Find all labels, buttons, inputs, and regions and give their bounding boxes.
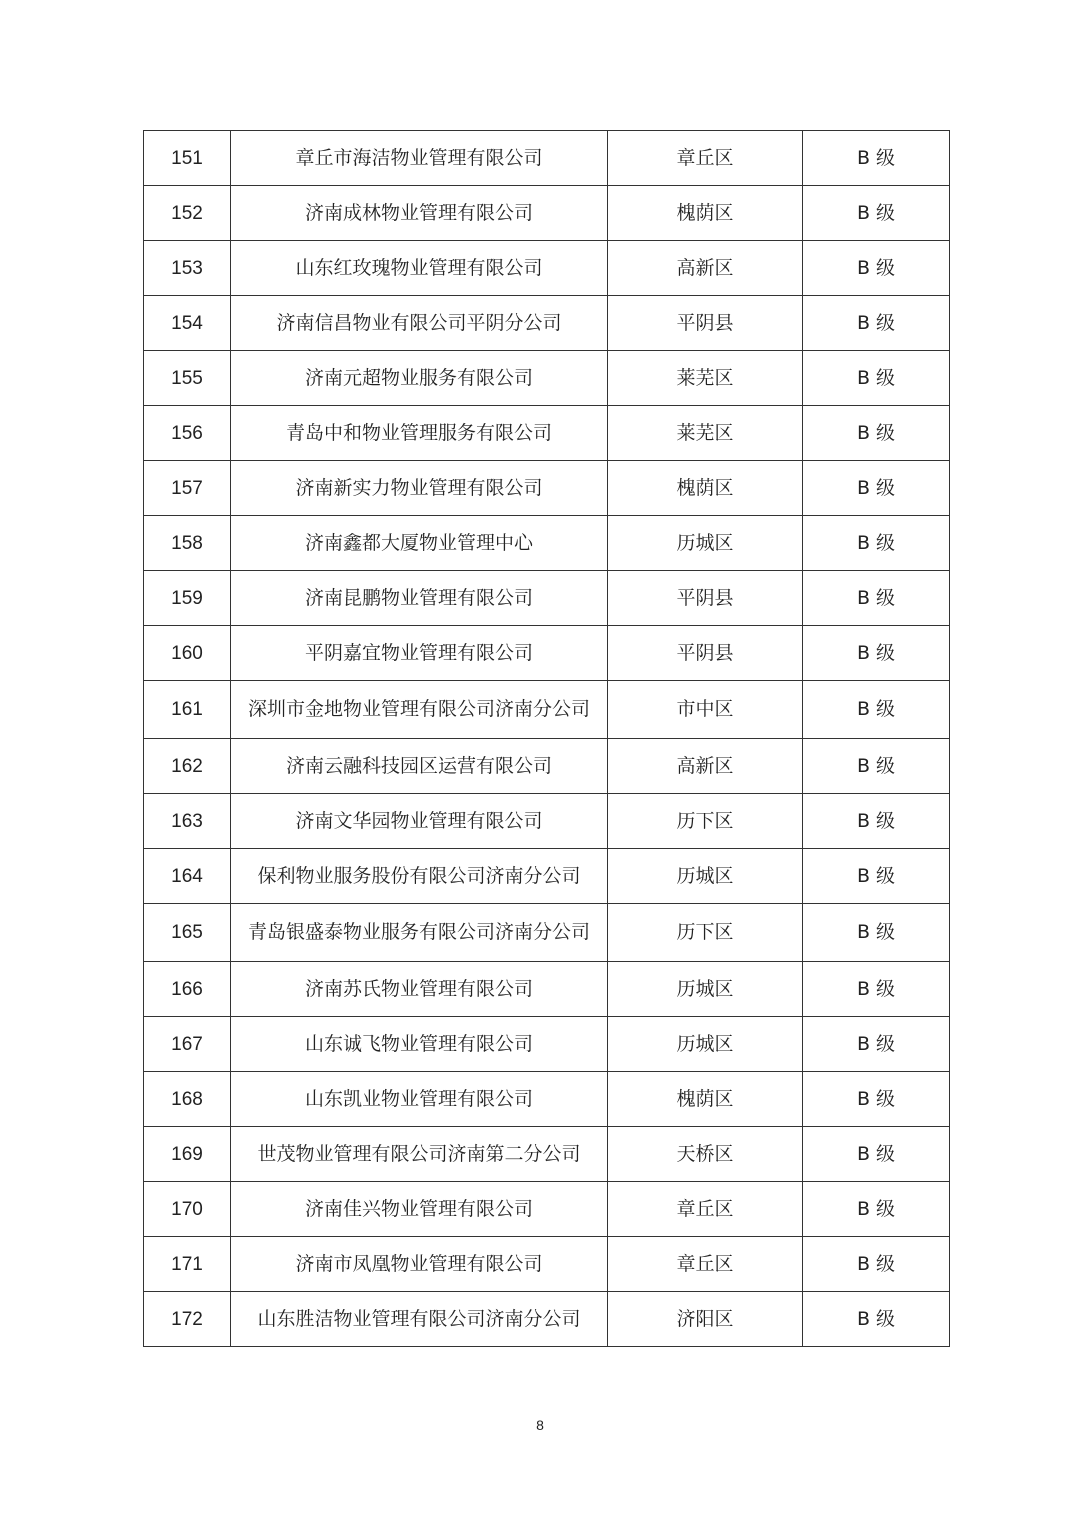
district: 莱芜区	[608, 351, 803, 406]
row-number: 156	[144, 406, 231, 461]
grade: B 级	[803, 962, 950, 1017]
row-number: 157	[144, 461, 231, 516]
table-row	[144, 296, 950, 351]
row-number: 166	[144, 962, 231, 1017]
table-row	[144, 739, 950, 794]
row-number: 170	[144, 1182, 231, 1237]
table-row	[144, 1237, 950, 1292]
grade: B 级	[803, 571, 950, 626]
company-name: 章丘市海洁物业管理有限公司	[231, 131, 608, 186]
grade: B 级	[803, 186, 950, 241]
table-row	[144, 131, 950, 186]
row-number: 163	[144, 794, 231, 849]
row-number: 158	[144, 516, 231, 571]
company-name: 山东胜洁物业管理有限公司济南分公司	[231, 1292, 608, 1347]
district: 历城区	[608, 962, 803, 1017]
district: 平阴县	[608, 571, 803, 626]
grade: B 级	[803, 1292, 950, 1347]
company-name: 济南市凤凰物业管理有限公司	[231, 1237, 608, 1292]
table-row	[144, 516, 950, 571]
district: 高新区	[608, 739, 803, 794]
row-number: 172	[144, 1292, 231, 1347]
grade: B 级	[803, 516, 950, 571]
table-row	[144, 406, 950, 461]
row-number: 154	[144, 296, 231, 351]
table-row	[144, 186, 950, 241]
row-number: 162	[144, 739, 231, 794]
company-name: 济南昆鹏物业管理有限公司	[231, 571, 608, 626]
district: 市中区	[608, 681, 803, 739]
table-row	[144, 1292, 950, 1347]
company-name: 济南云融科技园区运营有限公司	[231, 739, 608, 794]
row-number: 152	[144, 186, 231, 241]
grade: B 级	[803, 1182, 950, 1237]
grade: B 级	[803, 681, 950, 739]
grade: B 级	[803, 461, 950, 516]
table-row	[144, 241, 950, 296]
row-number: 169	[144, 1127, 231, 1182]
row-number: 164	[144, 849, 231, 904]
district: 高新区	[608, 241, 803, 296]
district: 槐荫区	[608, 461, 803, 516]
rating-table	[143, 130, 950, 1347]
grade: B 级	[803, 131, 950, 186]
grade: B 级	[803, 406, 950, 461]
grade: B 级	[803, 351, 950, 406]
table-row	[144, 351, 950, 406]
table-row	[144, 626, 950, 681]
grade: B 级	[803, 794, 950, 849]
table-row	[144, 794, 950, 849]
grade: B 级	[803, 1017, 950, 1072]
company-name: 济南鑫都大厦物业管理中心	[231, 516, 608, 571]
district: 历城区	[608, 1017, 803, 1072]
grade: B 级	[803, 739, 950, 794]
company-name: 山东凯业物业管理有限公司	[231, 1072, 608, 1127]
table-row	[144, 681, 950, 739]
company-name: 济南文华园物业管理有限公司	[231, 794, 608, 849]
company-name: 世茂物业管理有限公司济南第二分公司	[231, 1127, 608, 1182]
row-number: 165	[144, 904, 231, 962]
district: 天桥区	[608, 1127, 803, 1182]
table-row	[144, 461, 950, 516]
company-name: 深圳市金地物业管理有限公司济南分公司	[231, 681, 608, 739]
grade: B 级	[803, 1127, 950, 1182]
row-number: 155	[144, 351, 231, 406]
company-name: 山东诚飞物业管理有限公司	[231, 1017, 608, 1072]
grade: B 级	[803, 904, 950, 962]
district: 历下区	[608, 794, 803, 849]
grade: B 级	[803, 296, 950, 351]
district: 平阴县	[608, 626, 803, 681]
table-row	[144, 1017, 950, 1072]
company-name: 济南成林物业管理有限公司	[231, 186, 608, 241]
company-name: 济南苏氏物业管理有限公司	[231, 962, 608, 1017]
district: 平阴县	[608, 296, 803, 351]
table-row	[144, 904, 950, 962]
table-row	[144, 571, 950, 626]
company-name: 济南信昌物业有限公司平阴分公司	[231, 296, 608, 351]
company-name: 平阴嘉宜物业管理有限公司	[231, 626, 608, 681]
row-number: 171	[144, 1237, 231, 1292]
company-name: 保利物业服务股份有限公司济南分公司	[231, 849, 608, 904]
district: 章丘区	[608, 1182, 803, 1237]
district: 历城区	[608, 516, 803, 571]
grade: B 级	[803, 1072, 950, 1127]
row-number: 167	[144, 1017, 231, 1072]
company-name: 青岛银盛泰物业服务有限公司济南分公司	[231, 904, 608, 962]
company-name: 山东红玫瑰物业管理有限公司	[231, 241, 608, 296]
company-name: 济南新实力物业管理有限公司	[231, 461, 608, 516]
district: 济阳区	[608, 1292, 803, 1347]
table-row	[144, 1127, 950, 1182]
table-row	[144, 1072, 950, 1127]
rating-table-body	[144, 131, 950, 1347]
page-number: 8	[536, 1417, 544, 1433]
grade: B 级	[803, 241, 950, 296]
district: 历下区	[608, 904, 803, 962]
grade: B 级	[803, 1237, 950, 1292]
company-name: 青岛中和物业管理服务有限公司	[231, 406, 608, 461]
company-name: 济南元超物业服务有限公司	[231, 351, 608, 406]
row-number: 161	[144, 681, 231, 739]
grade: B 级	[803, 849, 950, 904]
row-number: 153	[144, 241, 231, 296]
row-number: 168	[144, 1072, 231, 1127]
grade: B 级	[803, 626, 950, 681]
district: 槐荫区	[608, 186, 803, 241]
district: 莱芜区	[608, 406, 803, 461]
table-row	[144, 849, 950, 904]
district: 章丘区	[608, 1237, 803, 1292]
table-row	[144, 962, 950, 1017]
district: 章丘区	[608, 131, 803, 186]
row-number: 159	[144, 571, 231, 626]
district: 槐荫区	[608, 1072, 803, 1127]
row-number: 160	[144, 626, 231, 681]
table-row	[144, 1182, 950, 1237]
row-number: 151	[144, 131, 231, 186]
company-name: 济南佳兴物业管理有限公司	[231, 1182, 608, 1237]
district: 历城区	[608, 849, 803, 904]
